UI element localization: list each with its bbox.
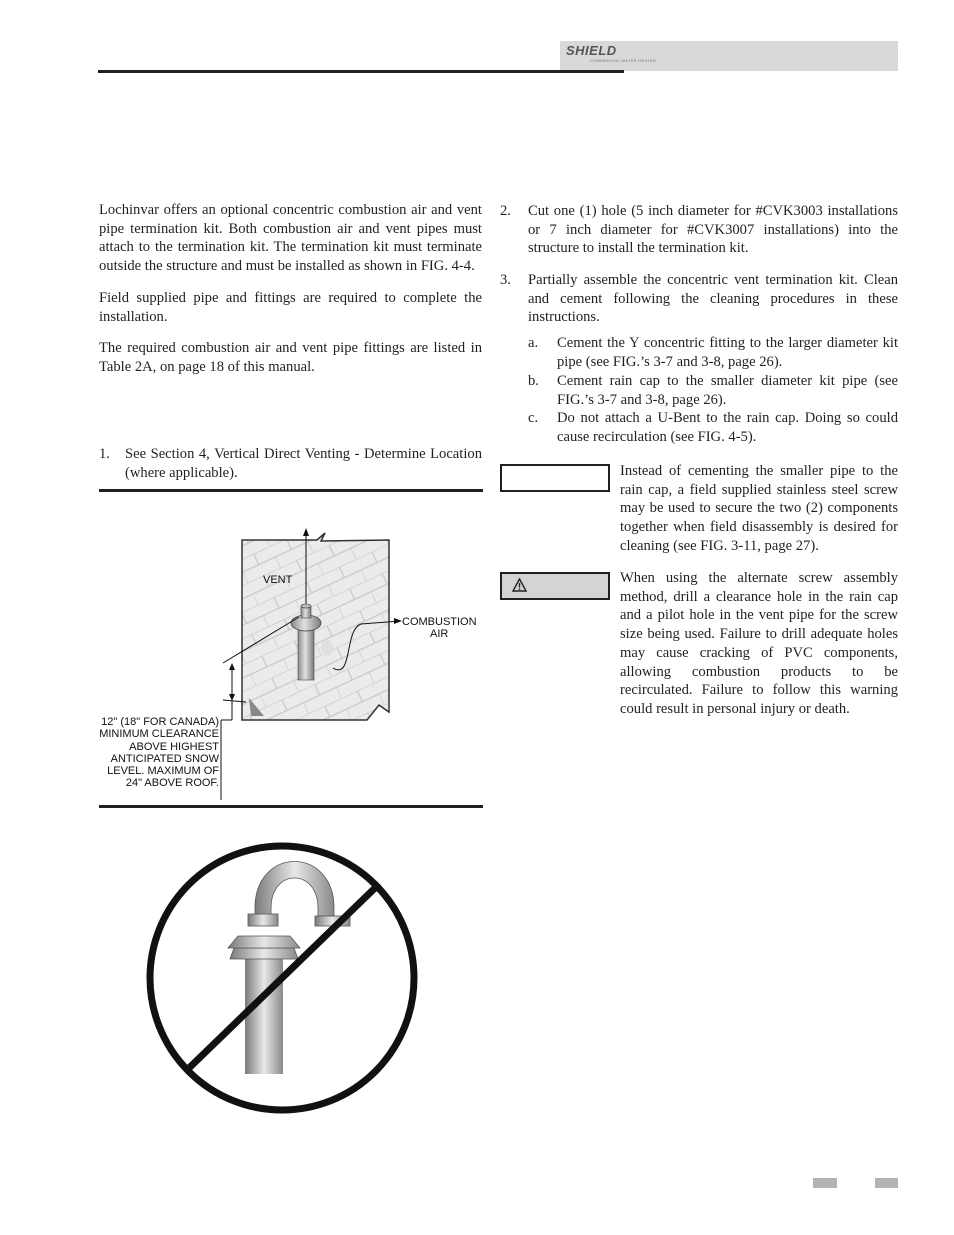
- figure-bottom-rule: [99, 805, 483, 808]
- substep-a-text: Cement the Y concentric fitting to the larger diameter kit pipe (see FIG.’s 3-7 and 3-8, page 26).: [557, 335, 898, 370]
- step-3: [500, 271, 898, 327]
- substep-a: [528, 334, 898, 371]
- warning-label-box: [500, 572, 610, 600]
- footer-section-tab: [813, 1178, 837, 1188]
- combustion-air-label-line1: COMBUSTION: [402, 616, 477, 628]
- shield-logo-subtext: COMMERCIAL WATER HEATER: [590, 58, 657, 63]
- clearance-note: [99, 716, 219, 790]
- step-3-text: Partially assemble the concentric vent termination kit. Clean and cement following the cleaning procedures in these instructions.: [528, 272, 898, 326]
- vent-label: VENT: [263, 574, 293, 586]
- clearance-line-1: 12" (18" FOR CANADA): [101, 716, 219, 728]
- warning-text: When using the alternate screw assembly method, drill a clearance hole in the rain cap and a pilot hole in the vent pipe for the screw size being used. Failure to drill adequate holes may cause cracking of PVC components, allowing combustion products to be recirculated. Failure to follow this warning could result in personal injury or death.: [620, 570, 898, 717]
- clearance-line-2: MINIMUM CLEARANCE: [99, 728, 219, 741]
- substep-b-text: Cement rain cap to the smaller diameter kit pipe (see FIG.’s 3-7 and 3-8, page 26).: [557, 373, 898, 408]
- step-3-number: 3.: [500, 272, 511, 288]
- substep-b: [528, 372, 898, 409]
- intro-paragraph-2: Field supplied pipe and fittings are required to complete the installation.: [99, 289, 482, 325]
- clearance-line-3: ABOVE HIGHEST: [129, 740, 219, 753]
- step-2-text: Cut one (1) hole (5 inch diameter for #CVK3003 installations or 7 inch diameter for #CVK3007 installations) into the structure to install the termination kit.: [528, 203, 898, 257]
- step-2: [500, 202, 898, 258]
- shield-logo: SHIELD: [566, 43, 617, 58]
- clearance-line-5: LEVEL. MAXIMUM OF: [107, 765, 219, 778]
- no-u-bend-figure: [140, 836, 425, 1121]
- caution-label-box: [500, 464, 610, 492]
- caution-text: Instead of cementing the smaller pipe to the rain cap, a field supplied stainless steel screw may be used to secure the two (2) components together when field disassembly is desired for cleaning (see FIG. 3-11, page 27).: [620, 463, 898, 554]
- substep-a-letter: a.: [528, 335, 539, 351]
- intro-paragraph-3: The required combustion air and vent pipe fittings are listed in Table 2A, on page 18 of this manual.: [99, 340, 482, 375]
- step-1-text: See Section 4, Vertical Direct Venting - Determine Location (where applicable).: [125, 446, 482, 481]
- prohibited-u-bend-illustration: [140, 836, 425, 1121]
- header-rule: [98, 70, 624, 73]
- clearance-line-4: ANTICIPATED SNOW: [110, 752, 219, 765]
- clearance-line-6: 24" ABOVE ROOF.: [125, 777, 219, 790]
- substep-c: [528, 409, 898, 446]
- step-2-number: 2.: [500, 203, 511, 219]
- intro-paragraph-1: Lochinvar offers an optional concentric combustion air and vent pipe termination kit. Both combustion air and vent pipes must attach to the termination kit. The termination kit must terminate outside the structure and must be installed as shown in FIG. 4-4.: [99, 202, 482, 275]
- combustion-air-label-line2: AIR: [430, 628, 449, 640]
- vent-termination-figure: [99, 520, 483, 800]
- substep-c-letter: c.: [528, 410, 539, 426]
- substep-b-letter: b.: [528, 373, 539, 389]
- intro-section: [99, 201, 482, 377]
- footer-page-tab: [875, 1178, 898, 1188]
- warning-triangle-icon: [512, 578, 527, 592]
- step-1-number: 1.: [99, 446, 110, 462]
- substep-c-text: Do not attach a U-Bent to the rain cap. Doing so could cause recirculation (see FIG. 4-5).: [557, 410, 898, 445]
- figure-top-rule: [99, 489, 483, 492]
- step-1: [99, 445, 482, 482]
